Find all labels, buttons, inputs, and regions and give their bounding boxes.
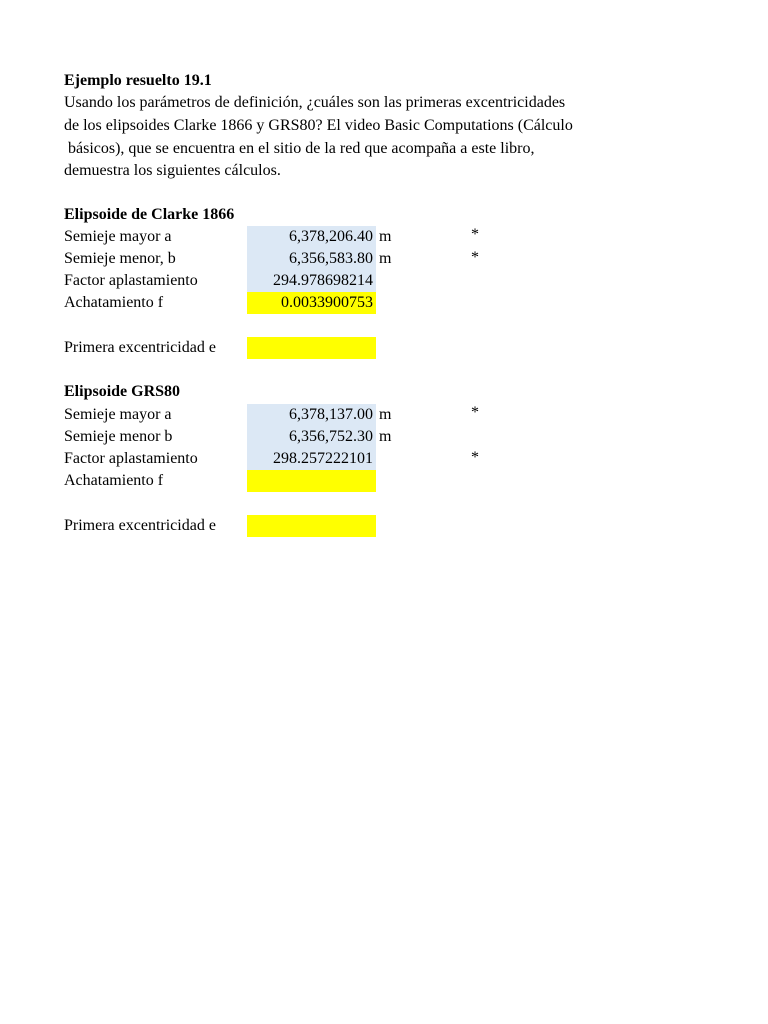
clarke-heading: Elipsoide de Clarke 1866	[64, 206, 235, 223]
clarke-unit-semimajor: m	[379, 228, 392, 245]
grs80-label-eccentricity: Primera excentricidad e	[64, 517, 216, 534]
grs80-cell-eccentricity[interactable]	[247, 515, 376, 537]
grs80-cell-flattening[interactable]	[247, 470, 376, 492]
grs80-mark-flattening-factor: *	[471, 449, 479, 466]
example-title: Ejemplo resuelto 19.1	[64, 72, 212, 89]
grs80-unit-semimajor: m	[379, 406, 392, 423]
grs80-label-flattening: Achatamiento f	[64, 472, 164, 489]
grs80-label-semimajor: Semieje mayor a	[64, 406, 172, 423]
grs80-mark-semimajor: *	[471, 404, 479, 421]
clarke-cell-flattening[interactable]: 0.0033900753	[247, 292, 376, 314]
grs80-label-flattening-factor: Factor aplastamiento	[64, 450, 198, 467]
intro-line-4: demuestra los siguientes cálculos.	[64, 162, 281, 179]
clarke-label-flattening: Achatamiento f	[64, 294, 164, 311]
clarke-cell-semimajor[interactable]: 6,378,206.40	[247, 226, 376, 248]
clarke-mark-semiminor: *	[471, 249, 479, 266]
clarke-cell-eccentricity[interactable]	[247, 337, 376, 359]
grs80-cell-flattening-factor[interactable]: 298.257222101	[247, 448, 376, 470]
intro-line-3: básicos), que se encuentra en el sitio de la red que acompaña a este libro,	[64, 140, 535, 157]
clarke-label-eccentricity: Primera excentricidad e	[64, 339, 216, 356]
grs80-label-semiminor: Semieje menor b	[64, 428, 173, 445]
clarke-cell-semiminor[interactable]: 6,356,583.80	[247, 248, 376, 270]
clarke-cell-flattening-factor[interactable]: 294.978698214	[247, 270, 376, 292]
grs80-unit-semiminor: m	[379, 428, 392, 445]
grs80-heading: Elipsoide GRS80	[64, 383, 181, 400]
clarke-label-semimajor: Semieje mayor a	[64, 228, 172, 245]
grs80-cell-semimajor[interactable]: 6,378,137.00	[247, 404, 376, 426]
clarke-label-flattening-factor: Factor aplastamiento	[64, 272, 198, 289]
clarke-label-semiminor: Semieje menor, b	[64, 250, 176, 267]
intro-line-1: Usando los parámetros de definición, ¿cuáles son las primeras excentricidades	[64, 94, 566, 111]
grs80-cell-semiminor[interactable]: 6,356,752.30	[247, 426, 376, 448]
clarke-unit-semiminor: m	[379, 250, 392, 267]
intro-line-2: de los elipsoides Clarke 1866 y GRS80? El video Basic Computations (Cálculo	[64, 117, 573, 134]
clarke-mark-semimajor: *	[471, 226, 479, 243]
